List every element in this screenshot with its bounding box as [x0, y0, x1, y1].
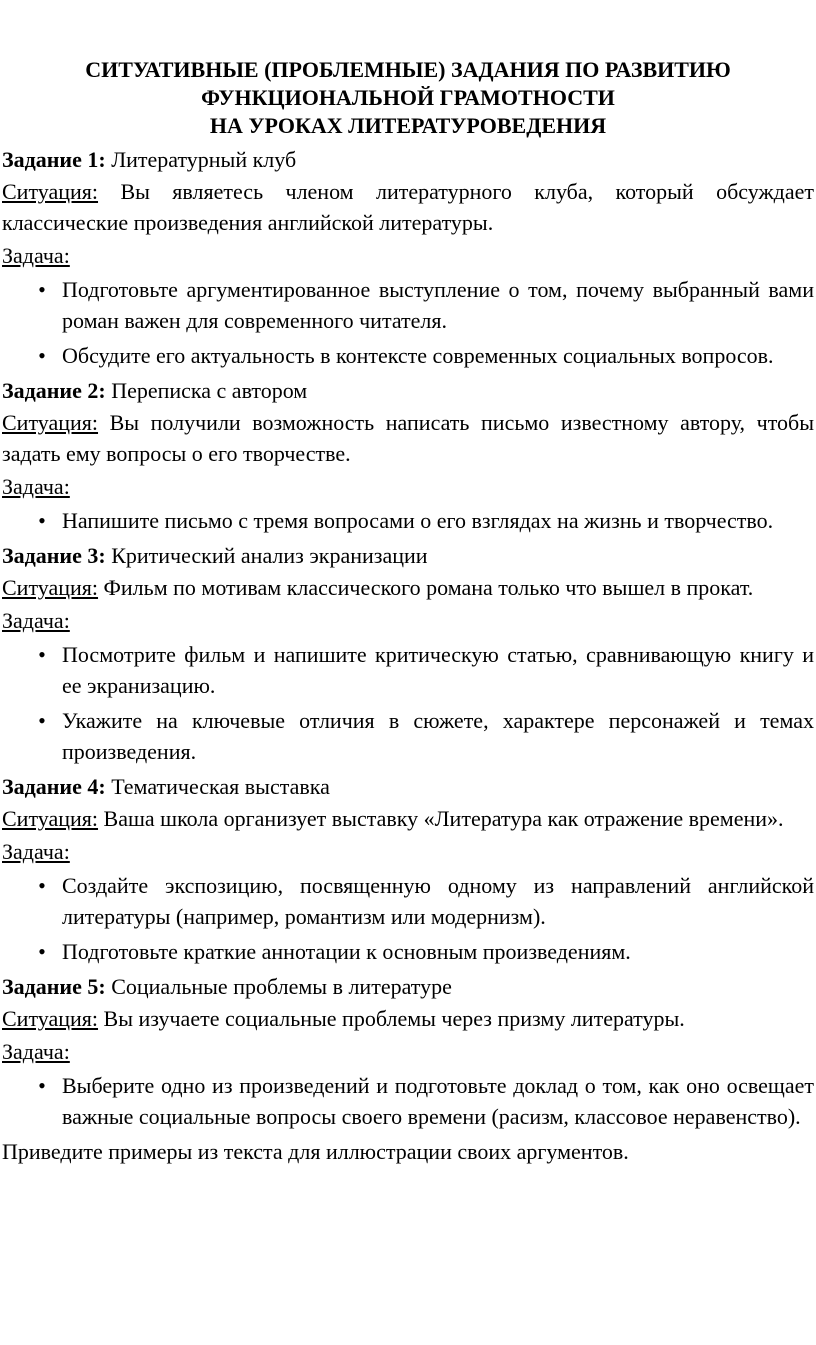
task-heading	[2, 144, 814, 176]
situation-text: Вы изучаете социальные проблемы через призму литературы.	[103, 1006, 685, 1031]
document-title	[2, 56, 814, 140]
task-name: Критический анализ экранизации	[111, 543, 428, 568]
title-line-1: СИТУАТИВНЫЕ (ПРОБЛЕМНЫЕ) ЗАДАНИЯ ПО РАЗВИТИЮ	[85, 57, 731, 82]
situation-text: Фильм по мотивам классического романа только что вышел в прокат.	[103, 575, 754, 600]
situation-text: Вы являетесь членом литературного клуба, который обсуждает классические произведения английской литературы.	[2, 179, 815, 235]
task-items	[2, 274, 814, 371]
task-1	[2, 144, 814, 371]
task-situation	[2, 803, 814, 834]
title-line-2: ФУНКЦИОНАЛЬНОЙ ГРАМОТНОСТИ	[201, 85, 615, 110]
task-heading	[2, 375, 814, 407]
bullet-icon: •	[38, 708, 46, 733]
task-items	[2, 505, 814, 536]
task-number: Задание 3:	[2, 543, 106, 568]
task-number: Задание 2:	[2, 378, 106, 403]
bullet-icon: •	[38, 1073, 46, 1098]
task-situation	[2, 176, 814, 238]
bullet-icon: •	[38, 873, 46, 898]
task-name: Тематическая выставка	[111, 774, 330, 799]
task-label: Задача:	[2, 608, 70, 633]
task-5	[2, 971, 814, 1132]
task-heading	[2, 540, 814, 572]
situation-label: Ситуация:	[2, 179, 99, 204]
situation-label: Ситуация:	[2, 1006, 99, 1031]
list-item: • Создайте экспозицию, посвященную одному из направлений английской литературы (например, романтизм или модернизм).	[2, 870, 814, 932]
task-name: Переписка с автором	[111, 378, 308, 403]
task-number: Задание 4:	[2, 774, 106, 799]
task-items	[2, 639, 814, 767]
task-name: Социальные проблемы в литературе	[111, 974, 452, 999]
bullet-icon: •	[38, 343, 46, 368]
task-label: Задача:	[2, 839, 70, 864]
task-4	[2, 771, 814, 967]
bullet-icon: •	[38, 277, 46, 302]
task-situation	[2, 407, 814, 469]
list-item: • Подготовьте краткие аннотации к основным произведениям.	[2, 936, 814, 967]
task-items	[2, 870, 814, 967]
task-label: Задача:	[2, 243, 70, 268]
bullet-icon: •	[38, 642, 46, 667]
situation-label: Ситуация:	[2, 575, 99, 600]
task-situation	[2, 572, 814, 603]
list-item: • Подготовьте аргументированное выступление о том, почему выбранный вами роман важен для современного читателя.	[2, 274, 814, 336]
task-items	[2, 1070, 814, 1132]
situation-label: Ситуация:	[2, 806, 99, 831]
task-3	[2, 540, 814, 767]
task-heading	[2, 971, 814, 1003]
task-situation	[2, 1003, 814, 1034]
task-label: Задача:	[2, 474, 70, 499]
task-2	[2, 375, 814, 536]
closing-text: Приведите примеры из текста для иллюстрации своих аргументов.	[2, 1139, 629, 1164]
list-item: • Выберите одно из произведений и подготовьте доклад о том, как оно освещает важные социальные вопросы своего времени (расизм, классовое неравенство).	[2, 1070, 814, 1132]
list-item: • Напишите письмо с тремя вопросами о его взглядах на жизнь и творчество.	[2, 505, 814, 536]
task-number: Задание 5:	[2, 974, 106, 999]
situation-text: Ваша школа организует выставку «Литература как отражение времени».	[103, 806, 784, 831]
situation-label: Ситуация:	[2, 410, 99, 435]
task-heading	[2, 771, 814, 803]
list-item: • Обсудите его актуальность в контексте современных социальных вопросов.	[2, 340, 814, 371]
title-line-3: НА УРОКАХ ЛИТЕРАТУРОВЕДЕНИЯ	[209, 113, 607, 138]
list-item: • Укажите на ключевые отличия в сюжете, характере персонажей и темах произведения.	[2, 705, 814, 767]
task-label: Задача:	[2, 1039, 70, 1064]
situation-text: Вы получили возможность написать письмо известному автору, чтобы задать ему вопросы о его творчестве.	[2, 410, 815, 466]
list-item: • Посмотрите фильм и напишите критическую статью, сравнивающую книгу и ее экранизацию.	[2, 639, 814, 701]
bullet-icon: •	[38, 939, 46, 964]
bullet-icon: •	[38, 508, 46, 533]
task-name: Литературный клуб	[111, 147, 297, 172]
task-number: Задание 1:	[2, 147, 106, 172]
